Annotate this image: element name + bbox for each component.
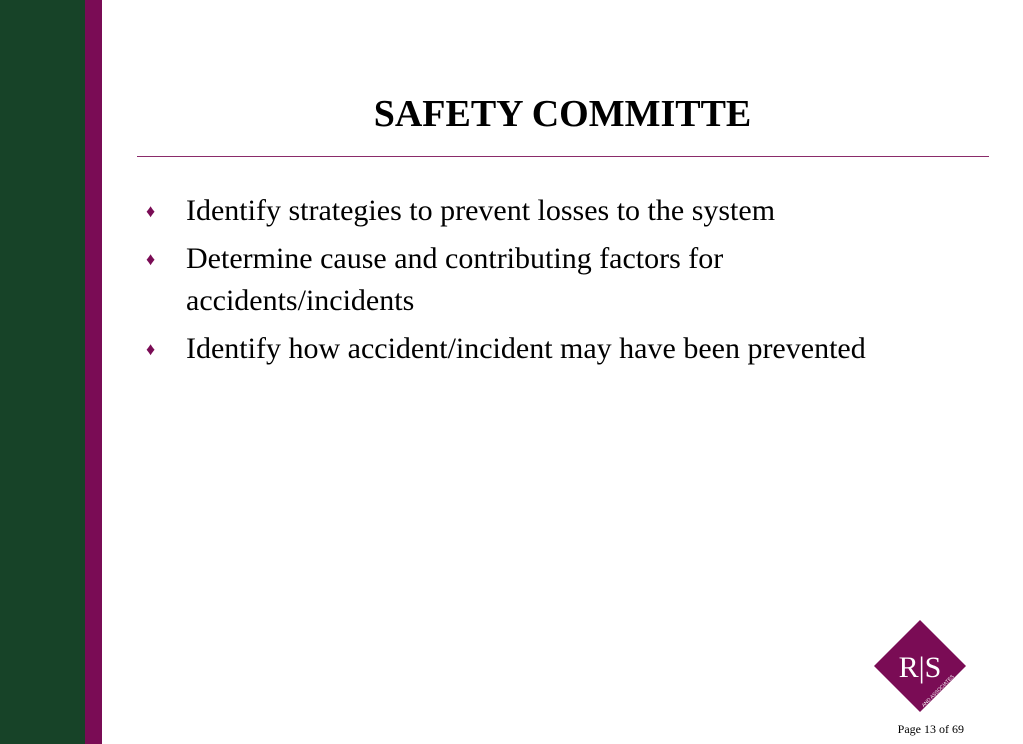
bullet-text: Identify how accident/incident may have been prevented [186,332,866,365]
bullet-item [144,190,924,232]
bullet-item [144,328,924,370]
bullet-list [144,190,924,376]
logo-tagline: AND ASSOCIATES [920,673,956,709]
left-green-sidebar [0,0,85,744]
diamond-icon: ♦ [146,201,156,221]
logo-letters: R|S [898,651,942,684]
diamond-icon: ♦ [146,339,156,359]
title-divider [137,156,989,157]
rls-logo [872,618,968,714]
slide-title: SAFETY COMMITTE [373,93,752,135]
diamond-icon: ♦ [146,249,156,269]
left-purple-stripe [85,0,102,744]
page-number: Page 13 of 69 [897,722,964,736]
bullet-text: Determine cause and contributing factors for accidents/incidents [186,242,724,317]
bullet-text: Identify strategies to prevent losses to the system [186,194,776,227]
bullet-item [144,238,924,322]
